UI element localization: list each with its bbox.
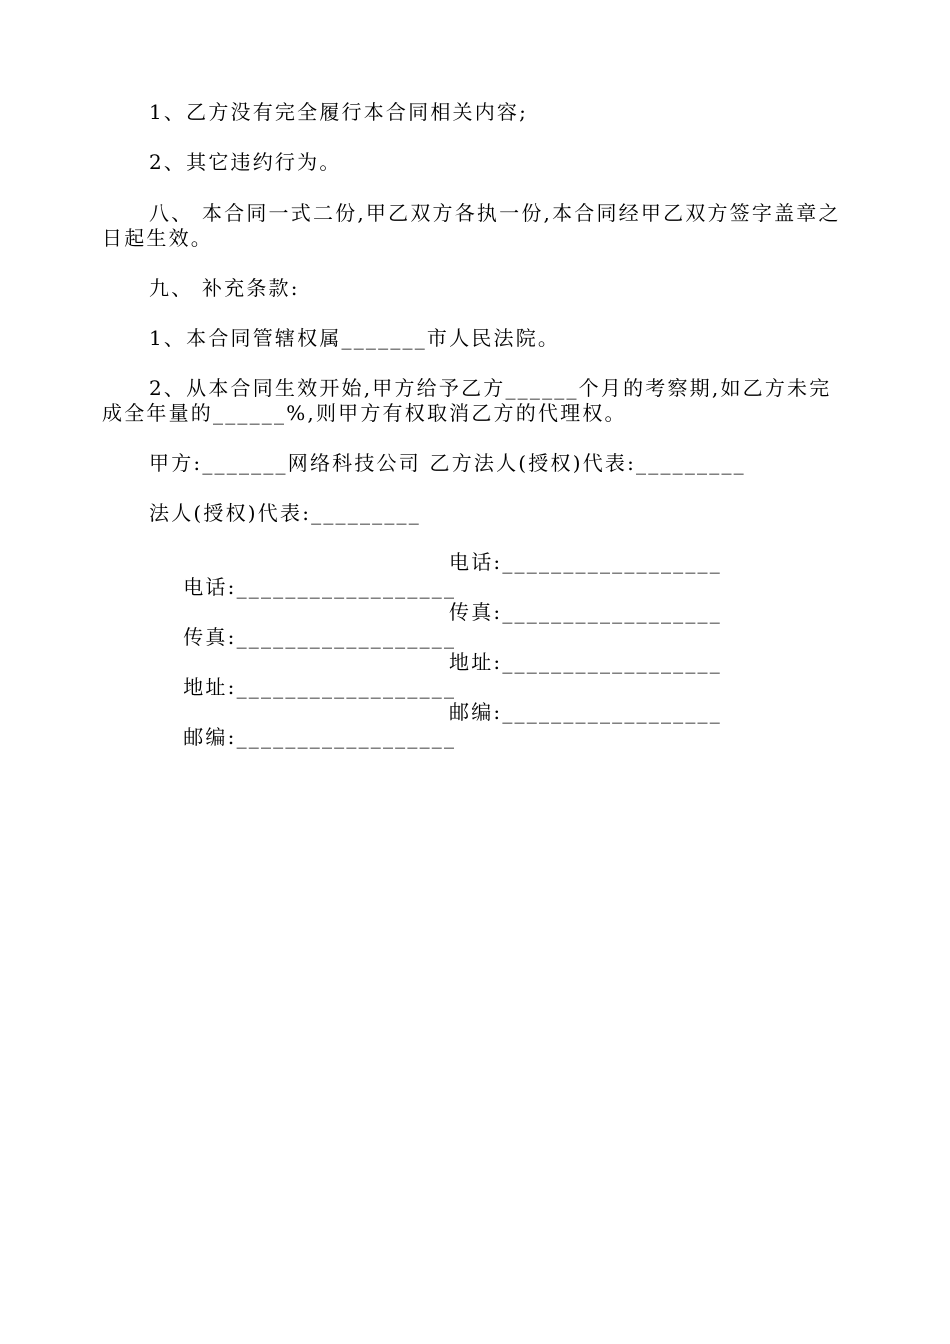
- party-a-line: 甲方:_______网络科技公司 乙方法人(授权)代表:_________: [149, 451, 746, 475]
- contact-row-postcode: [149, 700, 722, 800]
- phone-field-a: 电话:__________________: [183, 575, 457, 599]
- address-field-a: 地址:__________________: [183, 675, 457, 699]
- supplement-clause-1: 1、本合同管辖权属_______市人民法院。: [149, 326, 561, 350]
- postcode-field-b: 邮编:__________________: [449, 700, 722, 724]
- postcode-field-a: 邮编:__________________: [183, 725, 457, 749]
- address-field-b: 地址:__________________: [449, 650, 722, 674]
- fax-field-a: 传真:__________________: [183, 625, 457, 649]
- phone-field-b: 电话:__________________: [449, 550, 722, 574]
- clause-nine-heading: 九、 补充条款:: [149, 276, 300, 300]
- clause-eight: 八、 本合同一式二份,甲乙双方各执一份,本合同经甲乙双方签字盖章之日起生效。: [102, 201, 841, 250]
- fax-field-b: 传真:__________________: [449, 600, 722, 624]
- clause-breach-2: 2、其它违约行为。: [149, 150, 342, 174]
- clause-breach-1: 1、乙方没有完全履行本合同相关内容;: [149, 100, 529, 124]
- legal-representative-line: 法人(授权)代表:_________: [149, 501, 421, 525]
- supplement-clause-2: 2、从本合同生效开始,甲方给予乙方______个月的考察期,如乙方未完成全年量的______%,则甲方有权取消乙方的代理权。: [102, 376, 832, 425]
